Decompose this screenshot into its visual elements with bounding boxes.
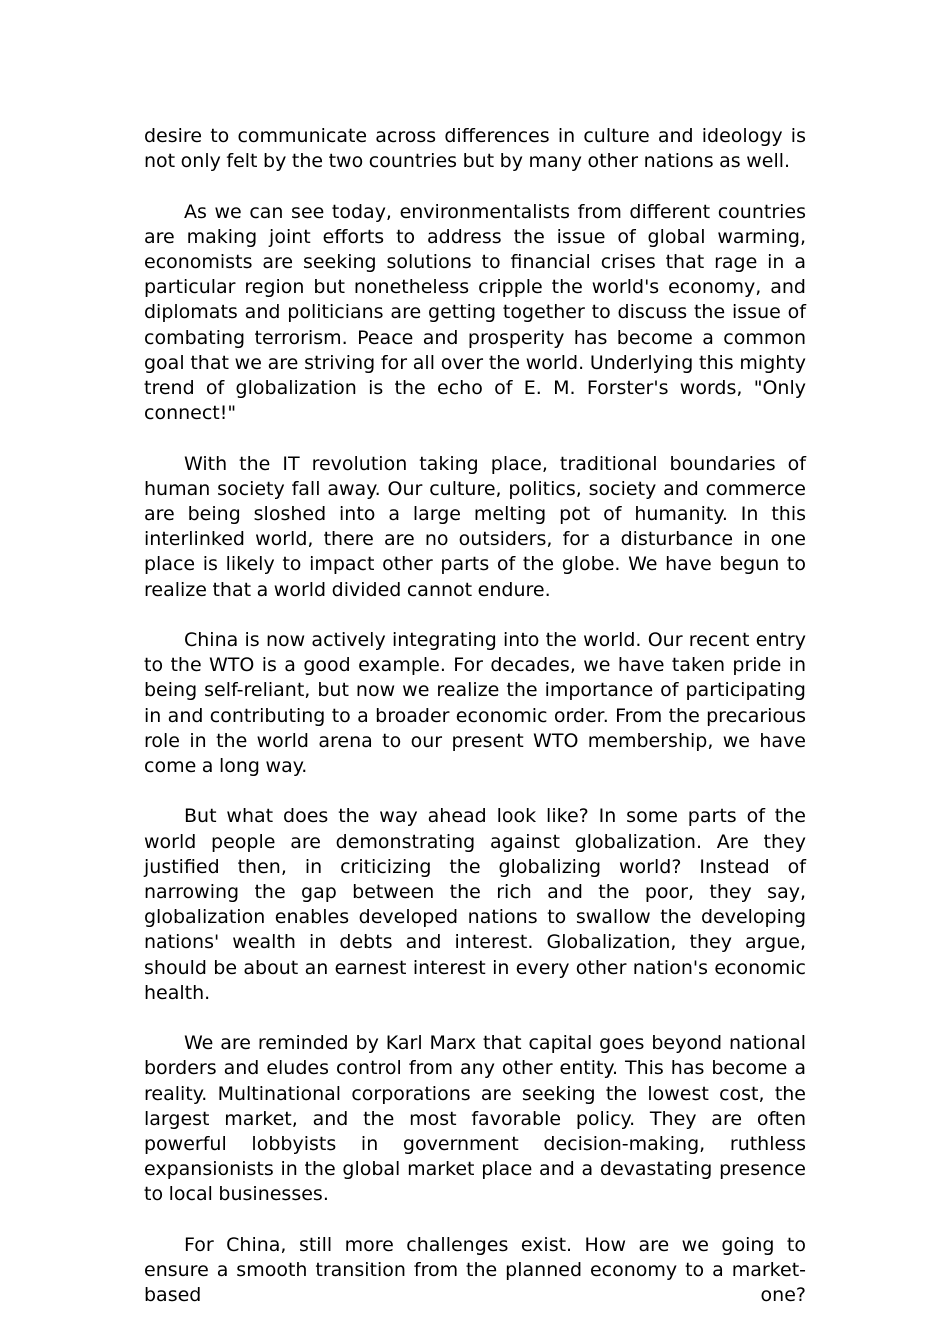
- document-body: [144, 124, 806, 1308]
- paragraph-environmentalists: As we can see today, environmentalists from different countries are making joint efforts to address the issue of global warming, economists are seeking solutions to financial crises that rage in a particular region but nonetheless cripple the world's economy, and diplomats and politicians are getting together to discuss the issue of combating terrorism. Peace and prosperity has become a common goal that we are striving for all over the world. Underlying this mighty trend of globalization is the echo of E. M. Forster's words, "Only connect!": [144, 200, 806, 425]
- paragraph-it-revolution: With the IT revolution taking place, traditional boundaries of human society fall away. Our culture, politics, society and commerce are being sloshed into a large melting pot of humanity. In this interlinked world, there are no outsiders, for a disturbance in one place is likely to impact other parts of the globe. We have begun to realize that a world divided cannot endure.: [144, 452, 806, 601]
- paragraph-challenges: For China, still more challenges exist. How are we going to ensure a smooth transition from the planned economy to a market-based one?: [144, 1233, 806, 1307]
- paragraph-way-ahead: But what does the way ahead look like? In some parts of the world people are demonstrating against globalization. Are they justified then, in criticizing the globalizing world? Instead of narrowing the gap between the rich and the poor, they say, globalization enables developed nations to swallow the developing nations' wealth in debts and interest. Globalization, they argue, should be about an earnest interest in every other nation's economic health.: [144, 805, 806, 1004]
- paragraph-continued: desire to communicate across differences in culture and ideology is not only felt by the two countries but by many other nations as well.: [144, 125, 806, 173]
- paragraph-china-wto: China is now actively integrating into the world. Our recent entry to the WTO is a good example. For decades, we have taken pride in being self-reliant, but now we realize the importance of participating in and contributing to a broader economic order. From the precarious role in the world arena to our present WTO membership, we have come a long way.: [144, 629, 806, 778]
- paragraph-karl-marx: We are reminded by Karl Marx that capital goes beyond national borders and eludes control from any other entity. This has become a reality. Multinational corporations are seeking the lowest cost, the largest market, and the most favorable policy. They are often powerful lobbyists in government decision-making, ruthless expansionists in the global market place and a devastating presence to local businesses.: [144, 1032, 806, 1206]
